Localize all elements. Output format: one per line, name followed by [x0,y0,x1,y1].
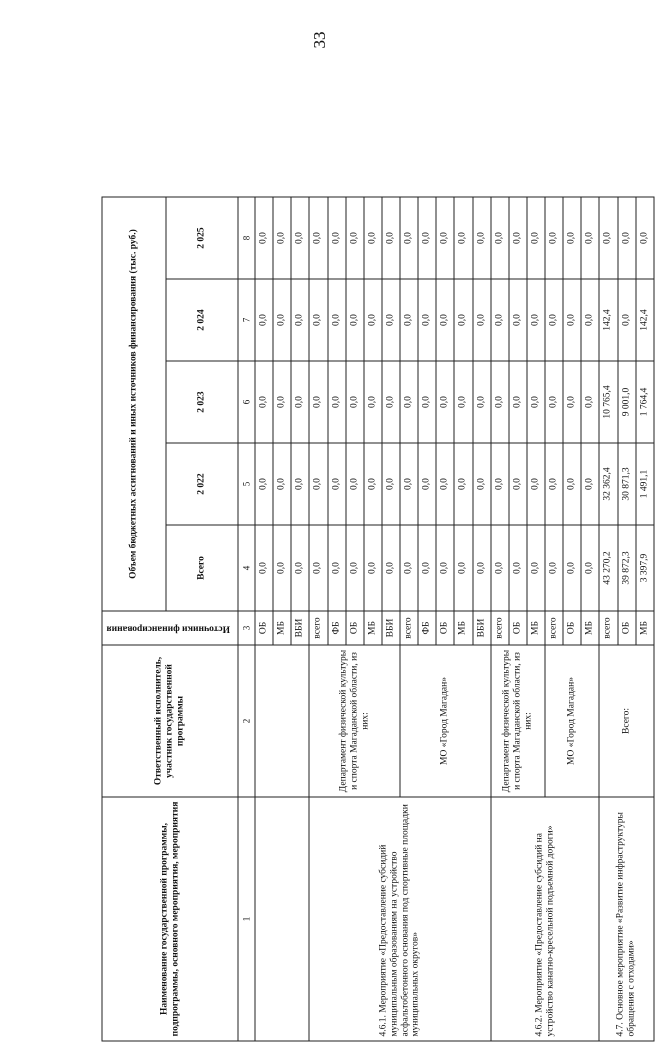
table-row [255,197,273,1041]
value-year: 0,0 [273,197,291,279]
funding-source: МБ [636,611,654,645]
value-total: 0,0 [309,525,327,611]
value-year: 142,4 [599,279,617,361]
funding-source: МБ [273,611,291,645]
value-total: 0,0 [400,525,418,611]
value-year: 0,0 [309,361,327,443]
value-year: 0,0 [346,361,364,443]
value-total: 0,0 [527,525,545,611]
header-responsible: Ответственный исполнитель, участник государственной программы [102,645,238,797]
value-year: 0,0 [309,443,327,525]
value-year: 0,0 [273,361,291,443]
responsible-executor: Департамент физической культуры и спорта Магаданской области, из них: [309,645,400,797]
value-year: 0,0 [509,197,527,279]
value-total: 39 872,3 [618,525,636,611]
column-number: 5 [238,443,255,525]
value-year: 0,0 [545,197,563,279]
responsible-executor: МО «Город Магадан» [545,645,599,797]
funding-source: ОБ [509,611,527,645]
value-year: 0,0 [436,443,454,525]
value-year: 0,0 [328,279,346,361]
value-year: 0,0 [599,197,617,279]
header-total: Всего [166,525,238,611]
value-year: 0,0 [563,279,581,361]
funding-source: ФБ [328,611,346,645]
value-total: 3 397,9 [636,525,654,611]
value-year: 0,0 [418,361,436,443]
value-year: 1 764,4 [636,361,654,443]
value-year: 0,0 [418,197,436,279]
value-total: 0,0 [328,525,346,611]
column-number: 1 [238,797,255,1041]
value-year: 0,0 [364,197,382,279]
funding-source: ОБ [436,611,454,645]
value-total: 0,0 [563,525,581,611]
value-year: 0,0 [527,279,545,361]
header-year: 2 023 [166,361,238,443]
rotated-table-container [102,198,655,1042]
value-year: 0,0 [527,443,545,525]
value-year: 0,0 [328,197,346,279]
measure-name [255,797,309,1041]
table-row [309,197,327,1041]
value-year: 0,0 [527,197,545,279]
value-year: 0,0 [581,361,599,443]
value-year: 0,0 [563,443,581,525]
value-year: 0,0 [545,443,563,525]
column-number: 4 [238,525,255,611]
financing-table [102,197,655,1042]
value-year: 0,0 [309,197,327,279]
value-year: 0,0 [473,443,491,525]
value-year: 0,0 [436,197,454,279]
value-year: 0,0 [581,443,599,525]
responsible-executor [255,645,309,797]
value-year: 0,0 [491,197,509,279]
value-total: 0,0 [291,525,309,611]
value-year: 0,0 [581,279,599,361]
value-year: 0,0 [473,361,491,443]
value-year: 0,0 [491,443,509,525]
funding-source: всего [545,611,563,645]
value-total: 0,0 [346,525,364,611]
table-row [491,197,509,1041]
value-year: 0,0 [436,361,454,443]
value-year: 0,0 [255,279,273,361]
value-year: 0,0 [527,361,545,443]
value-total: 0,0 [364,525,382,611]
value-total: 0,0 [436,525,454,611]
value-year: 0,0 [418,279,436,361]
value-total: 0,0 [255,525,273,611]
funding-source: ВБИ [291,611,309,645]
funding-source: МБ [364,611,382,645]
value-year: 0,0 [346,443,364,525]
value-year: 0,0 [273,443,291,525]
value-year: 0,0 [382,361,400,443]
funding-source: всего [309,611,327,645]
header-name: Наименование государственной программы, подпрограммы, основного мероприятия, мероприятия [102,797,238,1041]
value-total: 0,0 [491,525,509,611]
responsible-executor: Всего: [599,645,654,797]
value-year: 142,4 [636,279,654,361]
value-year: 10 765,4 [599,361,617,443]
funding-source: ОБ [255,611,273,645]
funding-source: всего [491,611,509,645]
measure-name: 4.7. Основное мероприятие «Развитие инфраструктуры обращения с отходами» [599,797,654,1041]
value-year: 0,0 [273,279,291,361]
funding-source: всего [400,611,418,645]
value-year: 0,0 [400,197,418,279]
value-year: 0,0 [563,361,581,443]
value-year: 0,0 [364,443,382,525]
value-total: 0,0 [382,525,400,611]
responsible-executor: Департамент физической культуры и спорта Магаданской области, из них: [491,645,545,797]
value-year: 0,0 [509,279,527,361]
value-year: 0,0 [291,443,309,525]
value-year: 0,0 [328,361,346,443]
value-year: 0,0 [509,443,527,525]
value-total: 0,0 [545,525,563,611]
value-total: 0,0 [473,525,491,611]
value-year: 0,0 [291,279,309,361]
value-year: 30 871,3 [618,443,636,525]
value-year: 0,0 [545,279,563,361]
funding-source: МБ [581,611,599,645]
value-year: 0,0 [473,197,491,279]
value-year: 0,0 [509,361,527,443]
value-year: 0,0 [454,279,472,361]
value-year: 0,0 [618,197,636,279]
column-number: 2 [238,645,255,797]
value-year: 0,0 [364,279,382,361]
funding-source: ВБИ [382,611,400,645]
table-row [599,197,617,1041]
value-year: 0,0 [382,443,400,525]
value-year: 0,0 [382,279,400,361]
value-total: 0,0 [273,525,291,611]
measure-name: 4.6.1. Мероприятие «Предоставление субсидий муниципальным образованиям на устройство асфальтобетонного основания под спортивные площадки муниципальных округов» [309,797,490,1041]
value-year: 1 491,1 [636,443,654,525]
value-year: 0,0 [636,197,654,279]
value-year: 0,0 [346,279,364,361]
value-year: 0,0 [454,197,472,279]
header-year: 2 025 [166,197,238,279]
value-year: 0,0 [291,197,309,279]
header-source [102,611,238,645]
header-year: 2 024 [166,279,238,361]
funding-source: всего [599,611,617,645]
value-year: 0,0 [454,361,472,443]
funding-source: ОБ [563,611,581,645]
value-total: 0,0 [454,525,472,611]
value-year: 0,0 [545,361,563,443]
column-number: 8 [238,197,255,279]
header-source-text: Источники финансирования [106,623,230,634]
value-year: 0,0 [291,361,309,443]
value-year: 0,0 [436,279,454,361]
value-year: 0,0 [400,361,418,443]
value-year: 0,0 [618,279,636,361]
value-year: 0,0 [418,443,436,525]
value-year: 0,0 [382,197,400,279]
column-number: 6 [238,361,255,443]
funding-source: ОБ [618,611,636,645]
value-year: 9 001,0 [618,361,636,443]
column-number-row [238,197,255,1041]
header-volume: Объем бюджетных ассигнований и иных источников финансирования (тыс. руб.) [102,197,166,611]
value-year: 0,0 [255,361,273,443]
page-number: 33 [310,31,329,49]
responsible-executor: МО «Город Магадан» [400,645,491,797]
value-year: 0,0 [400,443,418,525]
value-year: 0,0 [309,279,327,361]
header-year: 2 022 [166,443,238,525]
column-number: 3 [238,611,255,645]
funding-source: МБ [527,611,545,645]
value-year: 0,0 [346,197,364,279]
value-year: 0,0 [328,443,346,525]
funding-source: МБ [454,611,472,645]
value-total: 0,0 [418,525,436,611]
value-total: 0,0 [581,525,599,611]
value-year: 0,0 [473,279,491,361]
value-total: 0,0 [509,525,527,611]
value-year: 0,0 [491,279,509,361]
value-year: 0,0 [491,361,509,443]
value-year: 32 362,4 [599,443,617,525]
value-year: 0,0 [400,279,418,361]
table-body [255,197,654,1041]
value-year: 0,0 [581,197,599,279]
column-number: 7 [238,279,255,361]
table-header [102,197,255,1041]
funding-source: ВБИ [473,611,491,645]
value-year: 0,0 [255,443,273,525]
value-year: 0,0 [454,443,472,525]
funding-source: ОБ [346,611,364,645]
value-year: 0,0 [563,197,581,279]
value-total: 43 270,2 [599,525,617,611]
value-year: 0,0 [364,361,382,443]
funding-source: ФБ [418,611,436,645]
value-year: 0,0 [255,197,273,279]
measure-name: 4.6.2. Мероприятие «Предоставление субсидий на устройство канатно-кресельной подъемной дороги» [491,797,600,1041]
